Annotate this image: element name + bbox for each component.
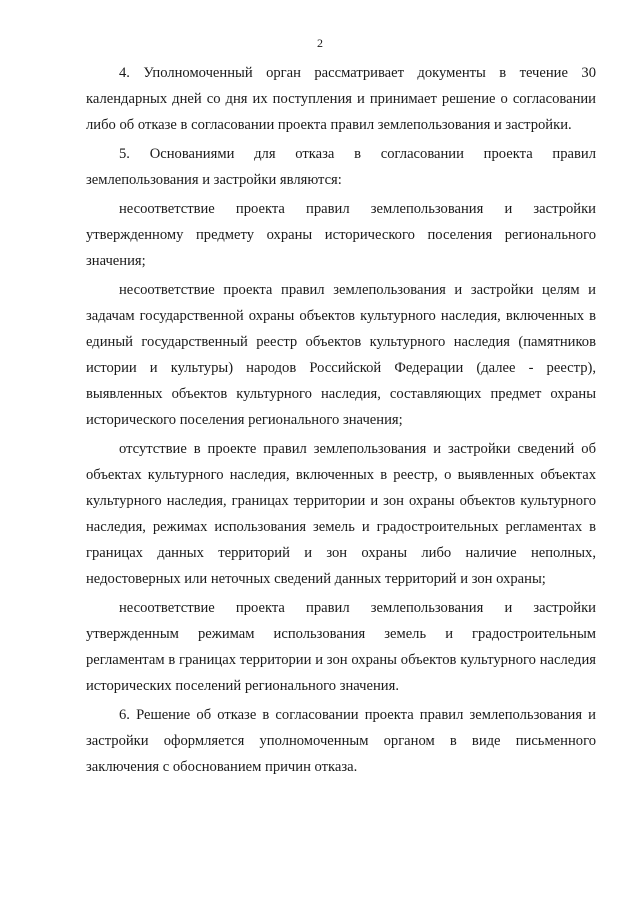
paragraph-item-4: 4. Уполномоченный орган рассматривает документы в течение 30 календарных дней со дня их поступления и принимает решение о согласовании либо об отказе в согласовании проекта правил землепользования и застройки. — [86, 65, 596, 133]
paragraph-ground-4: несоответствие проекта правил землепользования и застройки утвержденным режимам использования земель и градостроительным регламентам в границах территории и зон охраны объектов культурного наследия исторических поселений регионального значения. — [86, 600, 596, 694]
paragraph-item-6: 6. Решение об отказе в согласовании проекта правил землепользования и застройки оформляется уполномоченным органом в виде письменного заключения с обоснованием причин отказа. — [86, 707, 596, 775]
paragraph-ground-3: отсутствие в проекте правил землепользования и застройки сведений об объектах культурного наследия, включенных в реестр, о выявленных объектах культурного наследия, границах территории и зон охраны объектов культурного наследия, режимах использования земель и градостроительных регламентах в границах данных территорий и зон охраны либо наличие неполных, недостоверных или неточных сведений данных территорий и зон охраны; — [86, 441, 596, 587]
document-body — [86, 60, 596, 783]
paragraph-ground-1: несоответствие проекта правил землепользования и застройки утвержденному предмету охраны исторического поселения регионального значения; — [86, 201, 596, 269]
paragraph-item-5: 5. Основаниями для отказа в согласовании проекта правил землепользования и застройки являются: — [86, 146, 596, 188]
paragraph-ground-2: несоответствие проекта правил землепользования и застройки целям и задачам государственной охраны объектов культурного наследия, включенных в единый государственный реестр объектов культурного наследия (памятников истории и культуры) народов Российской Федерации (далее - реестр), выявленных объектов культурного наследия, составляющих предмет охраны исторического поселения регионального значения; — [86, 282, 596, 428]
page-number: 2 — [317, 36, 323, 50]
